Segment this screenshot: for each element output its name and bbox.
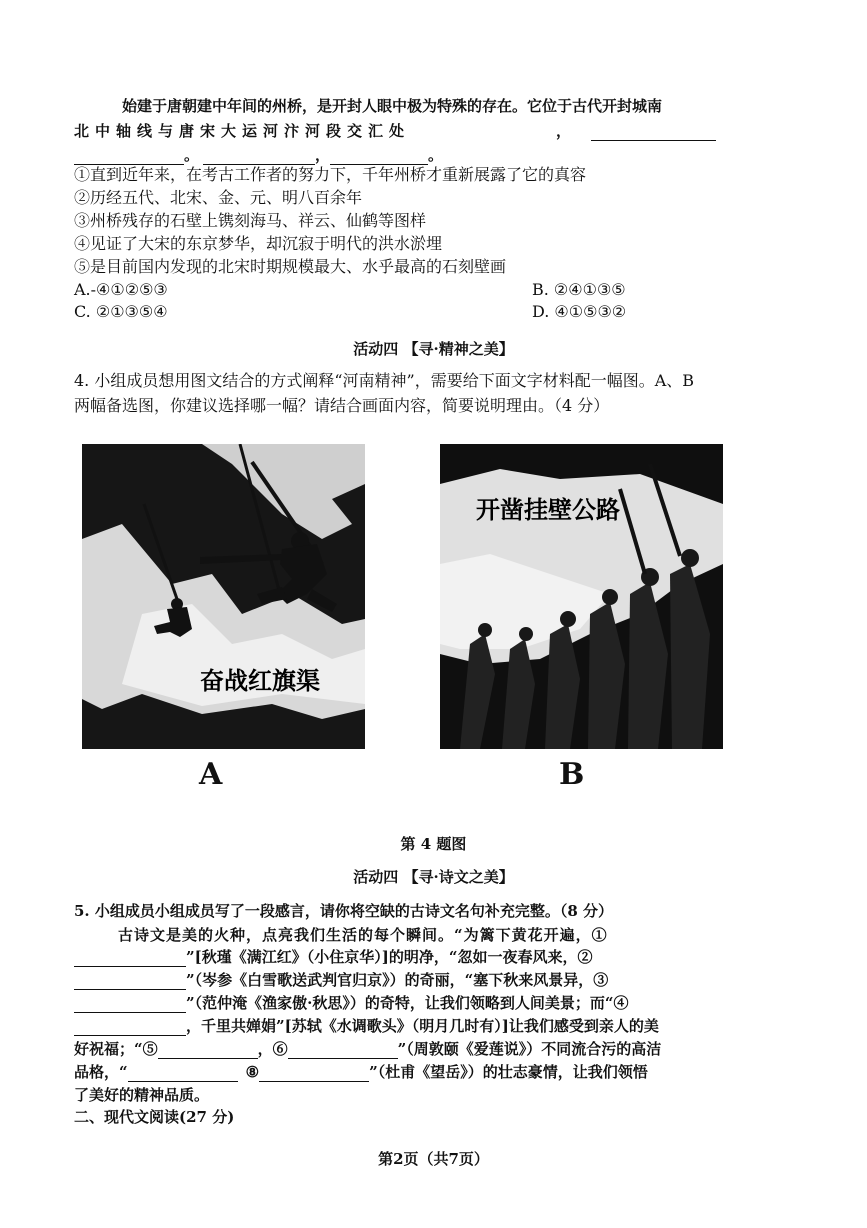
question-5-line-7 (74, 1062, 648, 1082)
question-5-line-7-b: ⑧ (245, 1063, 260, 1081)
question-5-line-2 (74, 947, 592, 967)
passage-line-2-text: 北中轴线与唐宋大运河汴河段交汇处 (74, 122, 411, 140)
question-5-line-4 (74, 993, 628, 1013)
passage-line-3-comma: ， (315, 146, 331, 164)
answer-blank-3[interactable] (203, 148, 315, 165)
passage-line-3-mid: 。 (184, 146, 200, 164)
choice-a[interactable]: A.-④①②⑤③ (74, 280, 168, 299)
poem-blank-4[interactable] (74, 1019, 186, 1036)
question-5-line-5-text: ，千里共婵娟”[苏轼《水调歌头》（明月几时有）]让我们感受到亲人的美 (186, 1017, 659, 1035)
passage-line-1: 始建于唐朝建中年间的州桥，是开封人眼中极为特殊的存在。它位于古代开封城南 (122, 97, 663, 115)
item-1: ①直到近年来，在考古工作者的努力下，千年州桥才重新展露了它的真容 (74, 165, 587, 184)
question-5-line-7-a: 品格，“ (74, 1063, 128, 1081)
answer-blank-2[interactable] (74, 148, 184, 165)
question-5-line-6-b: ，⑥ (257, 1040, 288, 1058)
question-4-line-2: 两幅备选图，你建议选择哪一幅？请结合画面内容，简要说明理由。（4 分） (74, 396, 610, 415)
poem-blank-6[interactable] (288, 1042, 398, 1059)
item-3: ③州桥残存的石壁上镌刻海马、祥云、仙鹤等图样 (74, 211, 427, 230)
picture-a-illustration (82, 444, 365, 749)
poem-blank-8[interactable] (259, 1065, 369, 1082)
passage-line-3-end: 。 (428, 146, 444, 164)
poem-blank-2[interactable] (74, 973, 186, 990)
answer-blank-1[interactable] (591, 124, 716, 141)
question-5-line-3 (74, 970, 608, 990)
activity-heading-poetry: 活动四 【寻·诗文之美】 (353, 868, 514, 886)
question-5-line-4-text: ”（范仲淹《渔家傲·秋思》）的奇特，让我们领略到人间美景；而“④ (186, 994, 629, 1012)
picture-a-caption-art: 奋战红旗渠 (200, 667, 320, 695)
picture-b-caption-art: 开凿挂壁公路 (476, 496, 620, 524)
choice-d[interactable]: D. ④①⑤③② (532, 302, 627, 321)
picture-b-illustration (440, 444, 723, 749)
answer-blank-4[interactable] (330, 148, 428, 165)
choice-b[interactable]: B. ②④①③⑤ (532, 280, 626, 299)
poem-blank-1[interactable] (74, 950, 186, 967)
question-5-line-6-a: 好祝福；“⑤ (74, 1040, 158, 1058)
passage-line-3 (74, 145, 443, 165)
section-2-heading: 二、现代文阅读(27 分) (74, 1108, 235, 1126)
passage-line-2 (74, 121, 716, 141)
question-5-line-6-c: ”（周敦颐《爱莲说》）不同流合污的高洁 (397, 1040, 662, 1058)
question-4-line-1: 4. 小组成员想用图文结合的方式阐释“河南精神”，需要给下面文字材料配一幅图。A、B (74, 371, 695, 390)
picture-a[interactable] (82, 444, 365, 749)
item-4: ④见证了大宋的东京梦华，却沉寂于明代的洪水淤埋 (74, 234, 443, 253)
question-5-line-6 (74, 1039, 661, 1059)
poem-blank-5[interactable] (158, 1042, 258, 1059)
question-5-line-8: 了美好的精神品质。 (74, 1086, 210, 1104)
question-5-line-3-text: ”（岑参《白雪歌送武判官归京》）的奇丽，“塞下秋来风景异，③ (186, 971, 609, 989)
question-5-line-1: 古诗文是美的火种，点亮我们生活的每个瞬间。“为篱下黄花开遍，① (118, 926, 608, 944)
question-5-title: 5. 小组成员小组成员写了一段感言，请你将空缺的古诗文名句补充完整。（8 分） (74, 902, 614, 920)
activity-heading-spirit: 活动四 【寻·精神之美】 (353, 340, 514, 358)
choice-c[interactable]: C. ②①③⑤④ (74, 302, 168, 321)
page-footer: 第2页（共7页） (378, 1150, 489, 1168)
item-2: ②历经五代、北宋、金、元、明八百余年 (74, 188, 363, 207)
question-5-line-5 (74, 1016, 659, 1036)
item-5: ⑤是目前国内发现的北宋时期规模最大、水乎最高的石刻壁画 (74, 257, 507, 276)
picture-a-label: A (199, 757, 223, 792)
question-5-line-2-text: ”[秋瑾《满江红》（小住京华）]的明净，“忽如一夜春风来，② (186, 948, 593, 966)
passage-line-2-comma: ， (556, 122, 578, 140)
figure-caption: 第 4 题图 (400, 835, 467, 853)
poem-blank-7[interactable] (128, 1065, 238, 1082)
poem-blank-3[interactable] (74, 996, 186, 1013)
picture-b[interactable] (440, 444, 723, 749)
question-5-line-7-c: ”（杜甫《望岳》）的壮志豪情，让我们领悟 (369, 1063, 648, 1081)
picture-b-label: B (559, 757, 585, 792)
